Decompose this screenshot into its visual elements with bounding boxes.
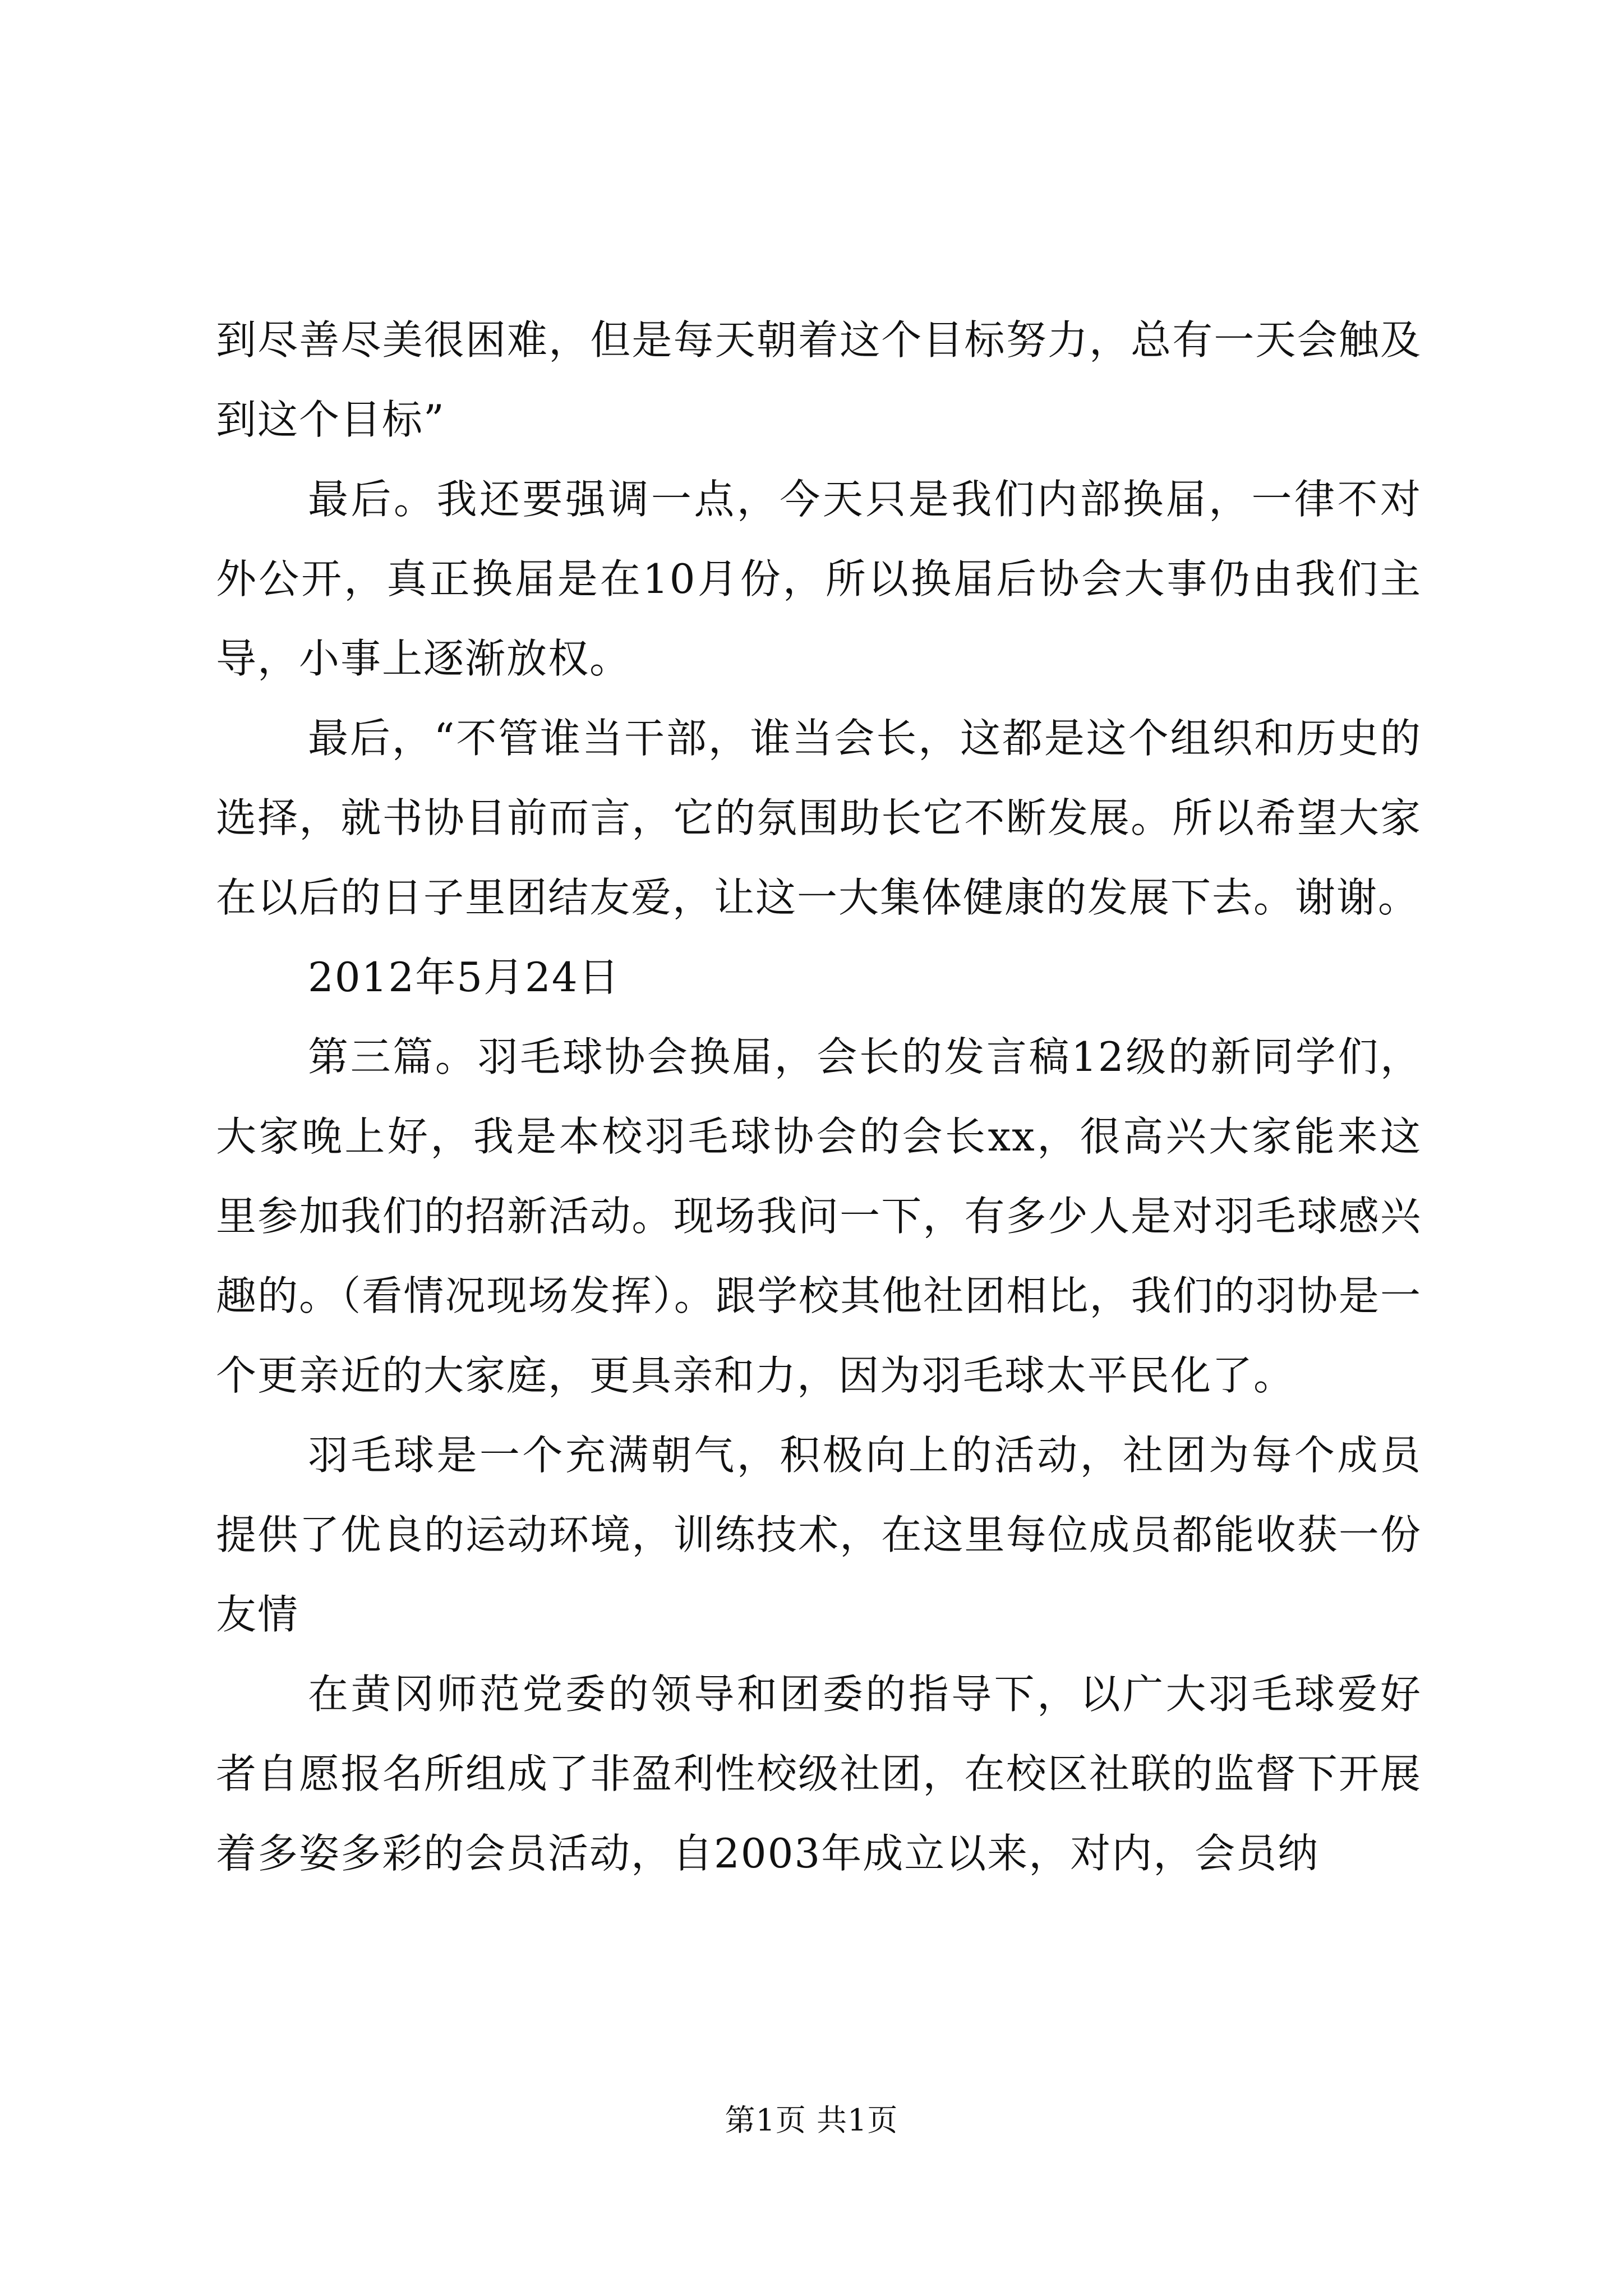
paragraph-final-words: 最后，“不管谁当干部，谁当会长，这都是这个组织和历史的选择，就书协目前而言，它的氛围助长它不断发展。所以希望大家在以后的日子里团结友爱，让这一大集体健康的发展下去。谢谢。 [216,715,1422,921]
document-date: 2012年5月24日 [308,954,620,1001]
paragraph-badminton-activity: 羽毛球是一个充满朝气，积极向上的活动，社团为每个成员提供了优良的运动环境，训练技术，在这里每位成员都能收获一份友情 [216,1432,1422,1638]
paragraph-closing-remark: 最后。我还要强调一点，今天只是我们内部换届，一律不对外公开，真正换届是在10月份，所以换届后协会大事仍由我们主导，小事上逐渐放权。 [216,476,1422,682]
paragraph-club-background: 在黄冈师范党委的领导和团委的指导下，以广大羽毛球爱好者自愿报名所组成了非盈利性校级社团，在校区社联的监督下开展着多姿多彩的会员活动，自2003年成立以来，对内，会员纳 [216,1671,1422,1877]
paragraph-continuation: 到尽善尽美很困难，但是每天朝着这个目标努力，总有一天会触及到这个目标” [216,316,1422,443]
document-body [216,300,1422,1893]
page-footer: 第1页 共1页 [725,2102,898,2138]
paragraph-third-article-intro: 第三篇。羽毛球协会换届，会长的发言稿12级的新同学们，大家晚上好，我是本校羽毛球协会的会长xx，很高兴大家能来这里参加我们的招新活动。现场我问一下，有多少人是对羽毛球感兴趣的。（看情况现场发挥）。跟学校其他社团相比，我们的羽协是一个更亲近的大家庭，更具亲和力，因为羽毛球太平民化了。 [216,1033,1422,1399]
